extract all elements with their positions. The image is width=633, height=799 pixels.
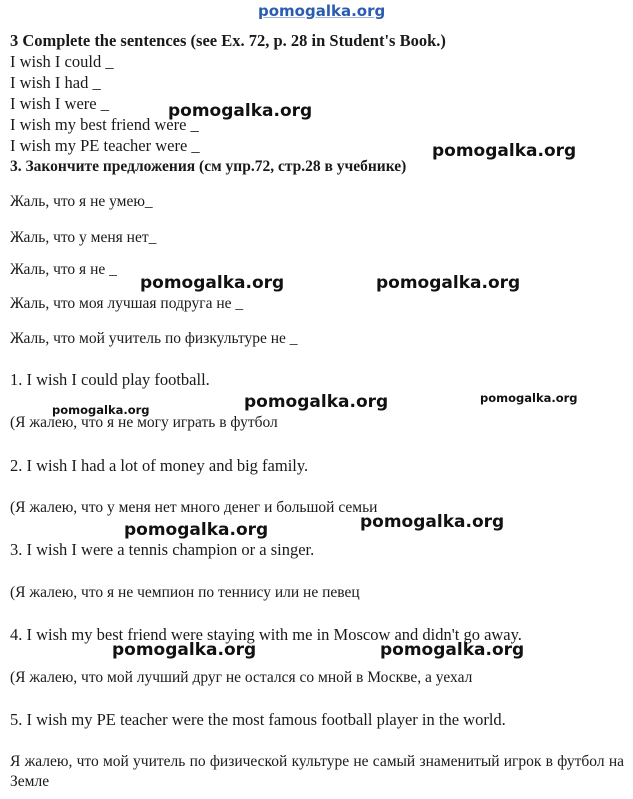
- prompt-en: I wish I could _: [10, 52, 114, 71]
- header-watermark[interactable]: pomogalka.org: [258, 2, 386, 20]
- watermark[interactable]: pomogalka.org: [112, 640, 257, 660]
- prompt-ru: Жаль, что моя лучшая подруга не _: [10, 295, 244, 312]
- answer-ru: (Я жалею, что я не могу играть в футбол: [10, 414, 278, 431]
- watermark[interactable]: pomogalka.org: [432, 141, 577, 161]
- answer-en: 5. I wish my PE teacher were the most famous football player in the world.: [10, 710, 506, 729]
- watermark[interactable]: pomogalka.org: [52, 403, 150, 417]
- answer-en: 1. I wish I could play football.: [10, 370, 210, 389]
- answer-ru: (Я жалею, что у меня нет много денег и большой семьи: [10, 499, 378, 516]
- watermark[interactable]: pomogalka.org: [376, 273, 521, 293]
- prompt-ru: Жаль, что у меня нет_: [10, 229, 157, 246]
- answer-en: 4. I wish my best friend were staying with me in Moscow and didn't go away.: [10, 625, 522, 644]
- exercise-title-en: 3 Complete the sentences (see Ex. 72, p. 28 in Student's Book.): [10, 31, 446, 50]
- prompt-en: I wish my PE teacher were _: [10, 136, 200, 155]
- prompt-ru: Жаль, что я не _: [10, 261, 117, 278]
- answer-ru: (Я жалею, что я не чемпион по теннису или не певец: [10, 584, 360, 601]
- watermark[interactable]: pomogalka.org: [380, 640, 525, 660]
- prompt-en: I wish I were _: [10, 94, 109, 113]
- exercise-title-ru: 3. Закончите предложения (см упр.72, стр.28 в учебнике): [10, 158, 407, 175]
- prompt-en: I wish I had _: [10, 73, 101, 92]
- answer-en: 3. I wish I were a tennis champion or a singer.: [10, 540, 315, 559]
- watermark[interactable]: pomogalka.org: [480, 391, 578, 405]
- watermark[interactable]: pomogalka.org: [360, 512, 505, 532]
- answer-ru: (Я жалею, что мой лучший друг не остался со мной в Москве, а уехал: [10, 669, 473, 686]
- prompt-ru: Жаль, что я не умею_: [10, 193, 153, 210]
- watermark[interactable]: pomogalka.org: [124, 520, 269, 540]
- prompt-ru: Жаль, что мой учитель по физкультуре не _: [10, 330, 298, 347]
- prompt-en: I wish my best friend were _: [10, 115, 199, 134]
- answer-en: 2. I wish I had a lot of money and big family.: [10, 456, 309, 475]
- watermark[interactable]: pomogalka.org: [244, 392, 389, 412]
- answer-ru-paragraph: Я жалею, что мой учитель по физической культуре не самый знаменитый игрок в футбол на Земле: [10, 753, 624, 790]
- watermark[interactable]: pomogalka.org: [140, 273, 285, 293]
- watermark[interactable]: pomogalka.org: [168, 101, 313, 121]
